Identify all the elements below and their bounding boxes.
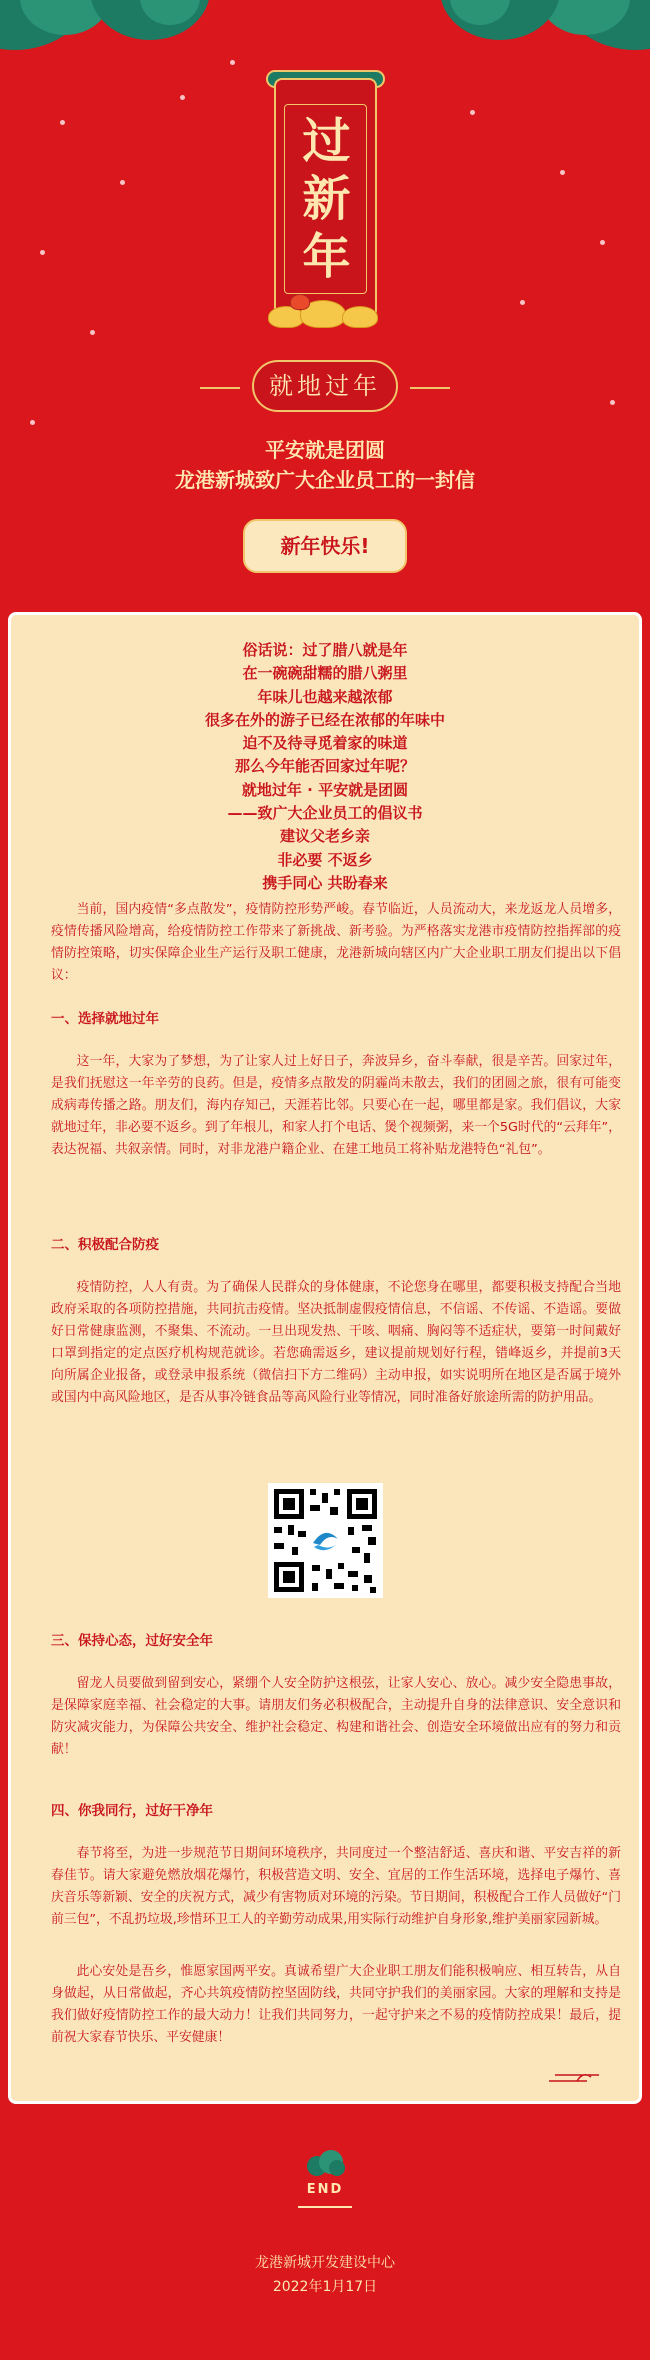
subtitle-line-1: 平安就是团圆	[265, 438, 385, 462]
poem-line: ——致广大企业员工的倡议书	[227, 804, 423, 823]
banner-char-3: 年	[302, 229, 351, 285]
wave-left	[200, 387, 240, 389]
banner-char-1: 过	[302, 113, 351, 169]
section-paragraph: 此心安处是吾乡，惟愿家国两平安。真诚希望广大企业职工朋友们能积极响应、相互转告，从自身做起，从日常做起，齐心共筑疫情防控坚固防线，共同守护我们的美丽家园。大家的理解和支持是我们做好疫情防控工作的最大动力！让我们共同努力，一起守护来之不易的疫情防控成果！最后，提前祝大家春节快乐、平安健康！	[51, 1964, 621, 2045]
section-heading: 三、保持心态，过好安全年	[51, 1633, 213, 1649]
poem-line: 就地过年 · 平安就是团圆	[241, 780, 409, 799]
section-heading: 四、你我同行，过好干净年	[51, 1803, 213, 1819]
poem-line: 迫不及待寻觅着家的味道	[242, 734, 408, 753]
intro-paragraph: 当前，国内疫情“多点散发”，疫情防控形势严峻。春节临近，人员流动大，来龙返龙人员增多，疫情传播风险增高，给疫情防控工作带来了新挑战、新考验。为严格落实龙港市疫情防控指挥部的疫情防控策略，切实保障企业生产运行及职工健康，龙港新城向辖区内广大企业职工朋友们提出以下倡议：	[51, 902, 621, 983]
wave-right	[410, 387, 450, 389]
end-cloud-icon	[303, 2150, 347, 2178]
poem-line: 那么今年能否回家过年呢？	[234, 757, 415, 776]
end-label: END	[306, 2182, 344, 2197]
cloud-swirl-icon	[547, 2067, 607, 2088]
section-heading: 一、选择就地过年	[51, 1011, 159, 1027]
poem-line: 在一碗碗甜糯的腊八粥里	[242, 664, 408, 683]
poem-line: 年味儿也越来越浓郁	[257, 687, 393, 706]
poem-block	[11, 639, 639, 895]
section-paragraph: 留龙人员要做到留到安心，紧绷个人安全防护这根弦，让家人安心、放心。减少安全隐患事故，是保障家庭幸福、社会稳定的大事。请朋友们务必积极配合，主动提升自身的法律意识、安全意识和防灾减灾能力，为保障公共安全、维护社会稳定、构建和谐社会、创造安全环境做出应有的努力和贡献！	[51, 1676, 621, 1757]
section-paragraph: 春节将至，为进一步规范节日期间环境秩序，共同度过一个整洁舒适、喜庆和谐、平安吉祥的新春佳节。请大家避免燃放烟花爆竹，积极营造文明、安全、宜居的工作生活环境，选择电子爆竹、喜庆音乐等新颖、安全的庆祝方式，减少有害物质对环境的污染。节日期间，积极配合工作人员做好“门前三包”，不乱扔垃圾,珍惜环卫工人的辛勤劳动成果,用实际行动维护自身形象,维护美丽家园新城。	[51, 1846, 621, 1927]
qr-code-icon[interactable]	[268, 1483, 383, 1598]
section-heading: 二、积极配合防疫	[51, 1237, 159, 1253]
section-paragraph: 这一年，大家为了梦想，为了让家人过上好日子，奔波异乡，奋斗奉献，很是辛苦。回家过年，是我们抚慰这一年辛劳的良药。但是，疫情多点散发的阴霾尚未散去，我们的团圆之旅，很有可能变成病毒传播之路。朋友们，海内存知己，天涯若比邻。只要心在一起，哪里都是家。我们倡议，大家就地过年，非必要不返乡。到了年根儿，和家人打个电话、煲个视频粥，来一个5G时代的“云拜年”，表达祝福、共叙亲情。同时，对非龙港户籍企业、在建工地员工将补贴龙港特色“礼包”。	[51, 1054, 621, 1157]
footer-date: 2022年1月17日	[272, 2279, 378, 2295]
banner-char-2: 新	[302, 171, 351, 227]
section-paragraph: 疫情防控，人人有责。为了确保人民群众的身体健康，不论您身在哪里，都要积极支持配合当地政府采取的各项防控措施，共同抗击疫情。坚决抵制虚假疫情信息，不信谣、不传谣、不造谣。要做好日常健康监测，不聚集、不流动。一旦出现发热、干咳、咽痛、胸闷等不适症状，要第一时间戴好口罩到指定的定点医疗机构规范就诊。若您确需返乡，建议提前规划好行程，错峰返乡，并提前3天向所属企业报备，或登录申报系统（微信扫下方二维码）主动申报，如实说明所在地区是否属于境外或国内中高风险地区，是否从事冷链食品等高风险行业等情况，同时准备好旅途所需的防护用品。	[51, 1280, 621, 1405]
poem-line: 携手同心 共盼春来	[262, 873, 388, 892]
subtitle-line-2: 龙港新城致广大企业员工的一封信	[175, 468, 475, 492]
letter-card	[8, 612, 642, 2104]
poem-line: 很多在外的游子已经在浓郁的年味中	[204, 710, 445, 729]
greeting-badge: 新年快乐!	[243, 519, 407, 573]
end-underline	[298, 2206, 352, 2208]
poem-line: 建议父老乡亲	[279, 827, 370, 846]
stay-local-badge: 就地过年	[252, 360, 398, 412]
banner-title	[284, 104, 367, 294]
poem-line: 非必要 不返乡	[277, 850, 373, 869]
poem-line: 俗话说：过了腊八就是年	[242, 641, 408, 659]
footer-organization: 龙港新城开发建设中心	[255, 2255, 395, 2271]
